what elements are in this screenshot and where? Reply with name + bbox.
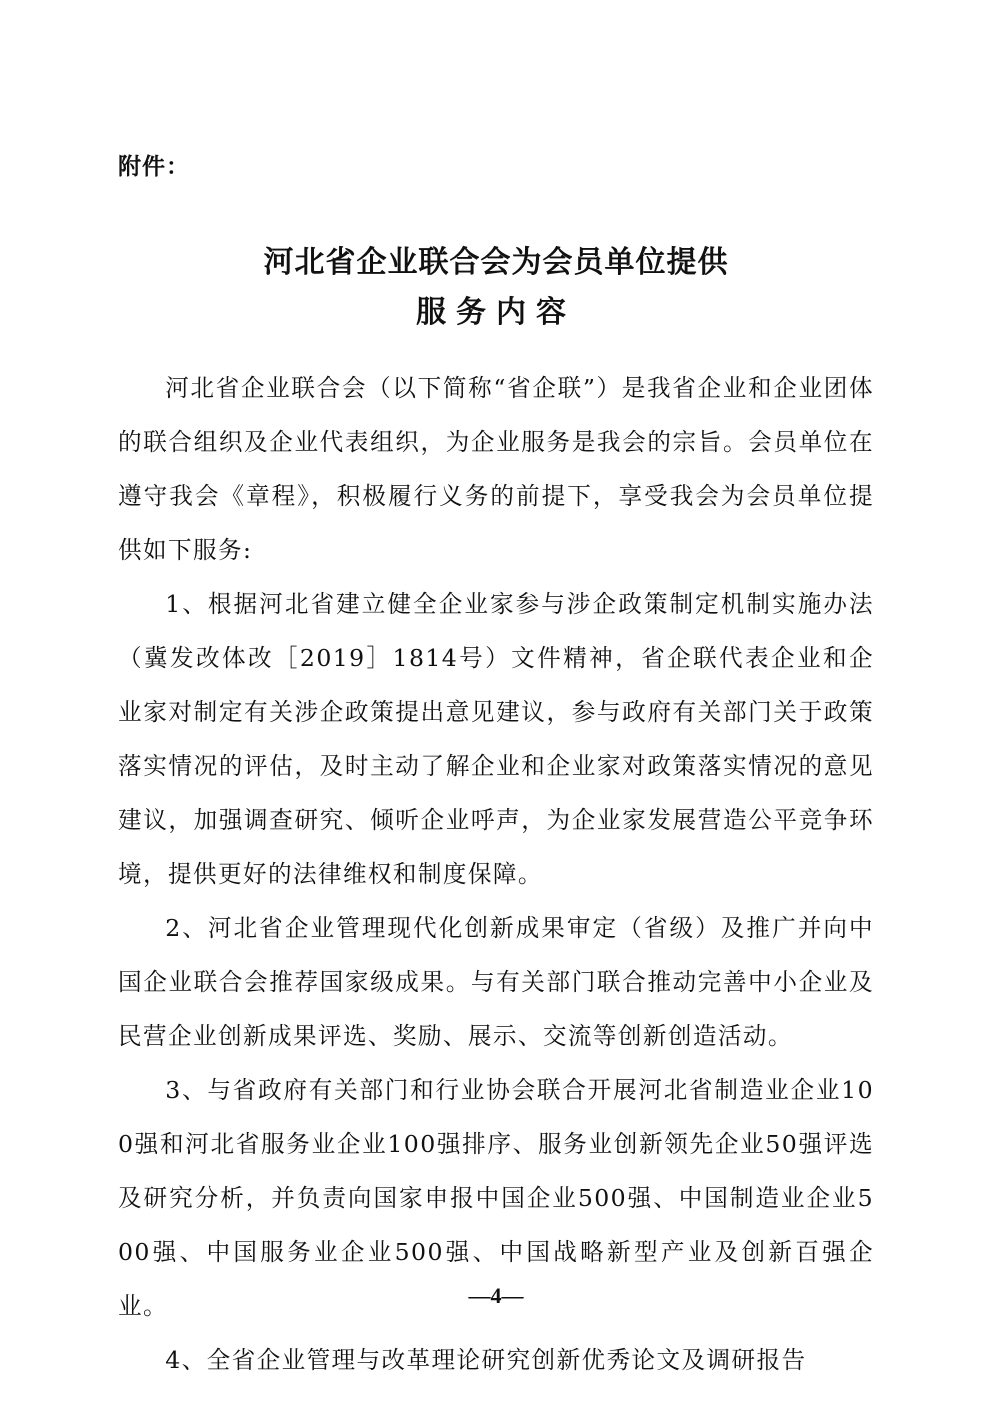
- paragraph-item-4: 4、全省企业管理与改革理论研究创新优秀论文及调研报告: [165, 1346, 807, 1374]
- paragraph-item-3: 3、与省政府有关部门和行业协会联合开展河北省制造业企业100强和河北省服务业企业100强排序、服务业创新领先企业50强评选及研究分析，并负责向国家申报中国企业500强、中国制造业企业500强、中国服务业企业500强、中国战略新型产业及创新百强企业。: [118, 1076, 874, 1320]
- page-number: —4—: [468, 1283, 524, 1308]
- document-title-line1: 河北省企业联合会为会员单位提供: [263, 245, 729, 280]
- paragraph-item-1: 1、根据河北省建立健全企业家参与涉企政策制定机制实施办法（冀发改体改［2019］1814号）文件精神，省企联代表企业和企业家对制定有关涉企政策提出意见建议，参与政府有关部门关于政策落实情况的评估，及时主动了解企业和企业家对政策落实情况的意见建议，加强调查研究、倾听企业呼声，为企业家发展营造公平竞争环境，提供更好的法律维权和制度保障。: [118, 590, 874, 888]
- document-title-line2: 服务内容: [416, 295, 576, 330]
- attachment-label: 附件：: [118, 154, 190, 180]
- paragraph-item-2: 2、河北省企业管理现代化创新成果审定（省级）及推广并向中国企业联合会推荐国家级成果。与有关部门联合推动完善中小企业及民营企业创新成果评选、奖励、展示、交流等创新创造活动。: [118, 914, 874, 1050]
- paragraph-intro: 河北省企业联合会（以下简称“省企联”）是我省企业和企业团体的联合组织及企业代表组织，为企业服务是我会的宗旨。会员单位在遵守我会《章程》，积极履行义务的前提下，享受我会为会员单位提供如下服务:: [118, 374, 874, 564]
- document-body: [118, 361, 874, 1387]
